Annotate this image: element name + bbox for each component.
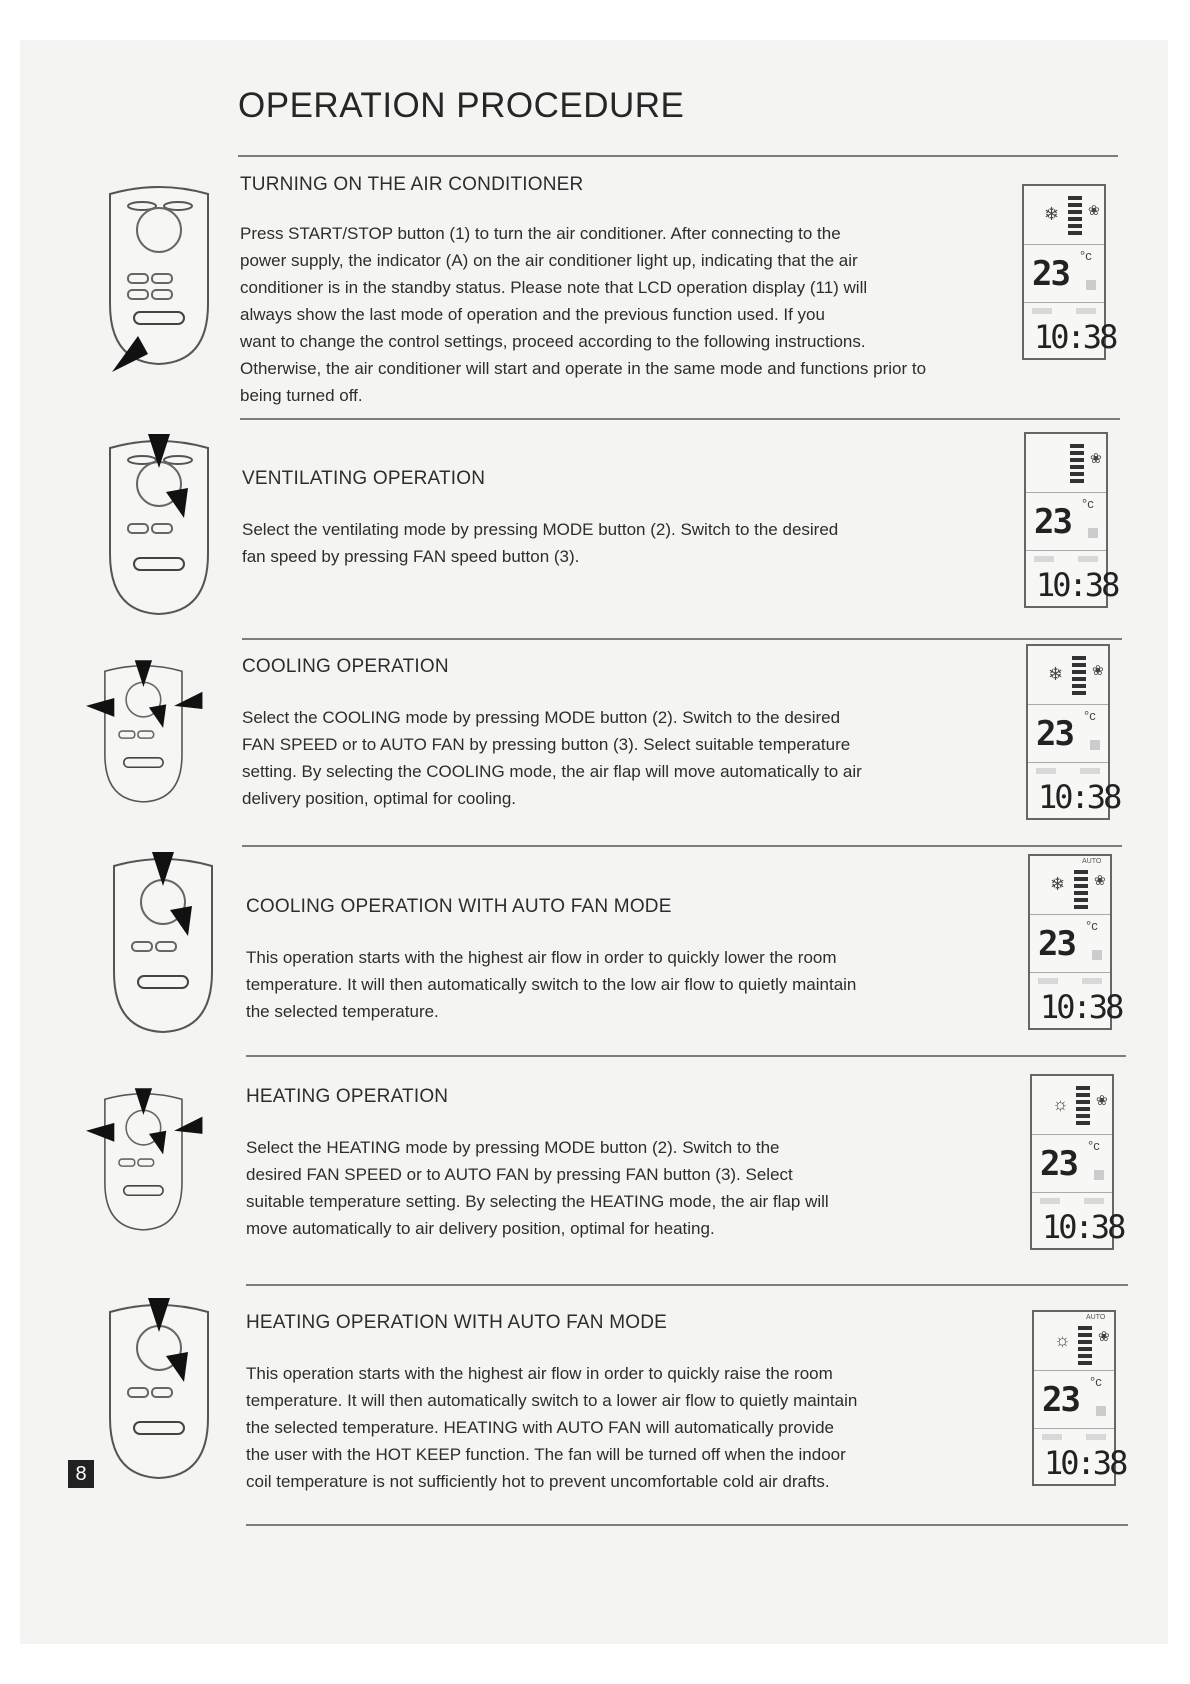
remote-illustration-3 [86, 640, 204, 830]
timer-off-icon [1078, 556, 1098, 562]
section-heading-heating: HEATING OPERATION [246, 1086, 449, 1107]
section-body-cooling [242, 704, 982, 812]
body-line: the selected temperature. HEATING with AUTO FAN will automatically provide [246, 1418, 834, 1437]
timer-off-icon [1080, 768, 1100, 774]
lcd-display-6 [1032, 1310, 1126, 1486]
section-heading-cooling-auto: COOLING OPERATION WITH AUTO FAN MODE [246, 896, 672, 917]
body-line: the selected temperature. [246, 1002, 439, 1021]
section-rule [240, 418, 1120, 420]
auto-fan-label: AUTO [1082, 858, 1102, 865]
section-rule [242, 638, 1122, 640]
fan-icon: ❀ [1096, 1092, 1108, 1108]
timer-on-icon [1036, 768, 1056, 774]
section-heading-ventilating: VENTILATING OPERATION [242, 468, 486, 489]
section-rule [246, 1055, 1126, 1057]
sun-icon: ☼ [1054, 1330, 1071, 1350]
lcd-temperature: 23 [1034, 502, 1071, 542]
body-line: move automatically to air delivery position, optimal for heating. [246, 1219, 715, 1238]
body-line: setting. By selecting the COOLING mode, the air flap will move automatically to air [242, 762, 862, 781]
lcd-clock: 10:38 [1042, 1208, 1124, 1246]
title-rule [238, 155, 1118, 157]
fan-icon: ❀ [1098, 1328, 1110, 1344]
timer-on-icon [1042, 1434, 1062, 1440]
lcd-display-1 [1022, 184, 1116, 360]
body-line: temperature. It will then automatically switch to the low air flow to quietly maintain [246, 975, 857, 994]
celsius-unit: °c [1084, 708, 1096, 723]
body-line: coil temperature is not sufficiently hot to prevent uncomfortable cold air drafts. [246, 1472, 830, 1491]
section-body-turning-on [240, 220, 1020, 409]
lock-icon [1090, 740, 1100, 750]
section-body-ventilating [242, 516, 962, 570]
lcd-display-3 [1026, 644, 1120, 820]
body-line: Press START/STOP button (1) to turn the air conditioner. After connecting to the [240, 224, 841, 243]
fan-speed-bars-icon [1074, 870, 1088, 912]
celsius-unit: °c [1082, 496, 1094, 511]
celsius-unit: °c [1080, 248, 1092, 263]
lcd-clock: 10:38 [1044, 1444, 1126, 1482]
remote-illustration-1 [100, 184, 218, 374]
body-line: Select the ventilating mode by pressing MODE button (2). Switch to the desired [242, 520, 839, 539]
timer-off-icon [1084, 1198, 1104, 1204]
body-line: This operation starts with the highest air flow in order to quickly lower the room [246, 948, 837, 967]
body-line: Otherwise, the air conditioner will start and operate in the same mode and functions prior to [240, 359, 927, 378]
section-rule [246, 1524, 1128, 1526]
lock-icon [1092, 950, 1102, 960]
lcd-clock: 10:38 [1036, 566, 1118, 604]
sun-icon: ☼ [1052, 1094, 1069, 1114]
fan-speed-bars-icon [1070, 444, 1084, 486]
section-body-heating [246, 1134, 966, 1242]
section-heading-heating-auto: HEATING OPERATION WITH AUTO FAN MODE [246, 1312, 668, 1333]
remote-illustration-4 [104, 852, 222, 1042]
body-line: conditioner is in the standby status. Please note that LCD operation display (11) will [240, 278, 868, 297]
lcd-display-2 [1024, 432, 1118, 608]
body-line: power supply, the indicator (A) on the air conditioner light up, indicating that the air [240, 251, 858, 270]
snowflake-icon: ❄ [1048, 664, 1064, 684]
remote-illustration-2 [100, 434, 218, 624]
fan-icon: ❀ [1090, 450, 1102, 466]
page-number: 8 [68, 1460, 94, 1488]
lcd-temperature: 23 [1042, 1380, 1079, 1420]
snowflake-icon: ❄ [1050, 874, 1066, 894]
celsius-unit: °c [1088, 1138, 1100, 1153]
lcd-clock: 10:38 [1040, 988, 1122, 1026]
lcd-display-4 [1028, 854, 1122, 1030]
lcd-clock: 10:38 [1038, 778, 1120, 816]
lcd-temperature: 23 [1032, 254, 1069, 294]
fan-speed-bars-icon [1076, 1086, 1090, 1128]
lock-icon [1088, 528, 1098, 538]
timer-on-icon [1034, 556, 1054, 562]
body-line: This operation starts with the highest air flow in order to quickly raise the room [246, 1364, 833, 1383]
body-line: fan speed by pressing FAN speed button (3). [242, 547, 580, 566]
timer-off-icon [1076, 308, 1096, 314]
timer-off-icon [1086, 1434, 1106, 1440]
body-line: always show the last mode of operation and the previous function used. If you [240, 305, 825, 324]
timer-on-icon [1038, 978, 1058, 984]
fan-speed-bars-icon [1072, 656, 1086, 698]
page-title: OPERATION PROCEDURE [238, 86, 685, 125]
body-line: being turned off. [240, 386, 363, 405]
lock-icon [1086, 280, 1096, 290]
lcd-temperature: 23 [1038, 924, 1075, 964]
body-line: temperature. It will then automatically switch to a lower air flow to quietly maintain [246, 1391, 858, 1410]
fan-icon: ❀ [1094, 872, 1106, 888]
timer-on-icon [1040, 1198, 1060, 1204]
remote-illustration-5 [86, 1068, 204, 1258]
celsius-unit: °c [1086, 918, 1098, 933]
fan-speed-bars-icon [1078, 1326, 1092, 1368]
body-line: Select the HEATING mode by pressing MODE button (2). Switch to the [246, 1138, 780, 1157]
timer-off-icon [1082, 978, 1102, 984]
body-line: desired FAN SPEED or to AUTO FAN by pressing FAN button (3). Select [246, 1165, 793, 1184]
fan-speed-bars-icon [1068, 196, 1082, 238]
body-line: FAN SPEED or to AUTO FAN by pressing button (3). Select suitable temperature [242, 735, 851, 754]
lock-icon [1094, 1170, 1104, 1180]
lcd-temperature: 23 [1040, 1144, 1077, 1184]
body-line: suitable temperature setting. By selecting the HEATING mode, the air flap will [246, 1192, 829, 1211]
celsius-unit: °c [1090, 1374, 1102, 1389]
lcd-temperature: 23 [1036, 714, 1073, 754]
section-heading-turning-on: TURNING ON THE AIR CONDITIONER [240, 174, 584, 195]
body-line: Select the COOLING mode by pressing MODE button (2). Switch to the desired [242, 708, 841, 727]
lcd-display-5 [1030, 1074, 1124, 1250]
section-body-heating-auto [246, 1360, 986, 1495]
remote-illustration-6 [100, 1298, 218, 1488]
timer-on-icon [1032, 308, 1052, 314]
section-body-cooling-auto [246, 944, 986, 1025]
section-rule [242, 845, 1122, 847]
auto-fan-label: AUTO [1086, 1314, 1106, 1321]
fan-icon: ❀ [1092, 662, 1104, 678]
section-rule [246, 1284, 1128, 1286]
body-line: the user with the HOT KEEP function. The fan will be turned off when the indoor [246, 1445, 846, 1464]
section-heading-cooling: COOLING OPERATION [242, 656, 449, 677]
lock-icon [1096, 1406, 1106, 1416]
snowflake-icon: ❄ [1044, 204, 1060, 224]
body-line: delivery position, optimal for cooling. [242, 789, 517, 808]
lcd-clock: 10:38 [1034, 318, 1116, 356]
fan-icon: ❀ [1088, 202, 1100, 218]
body-line: want to change the control settings, proceed according to the following instructions. [240, 332, 866, 351]
